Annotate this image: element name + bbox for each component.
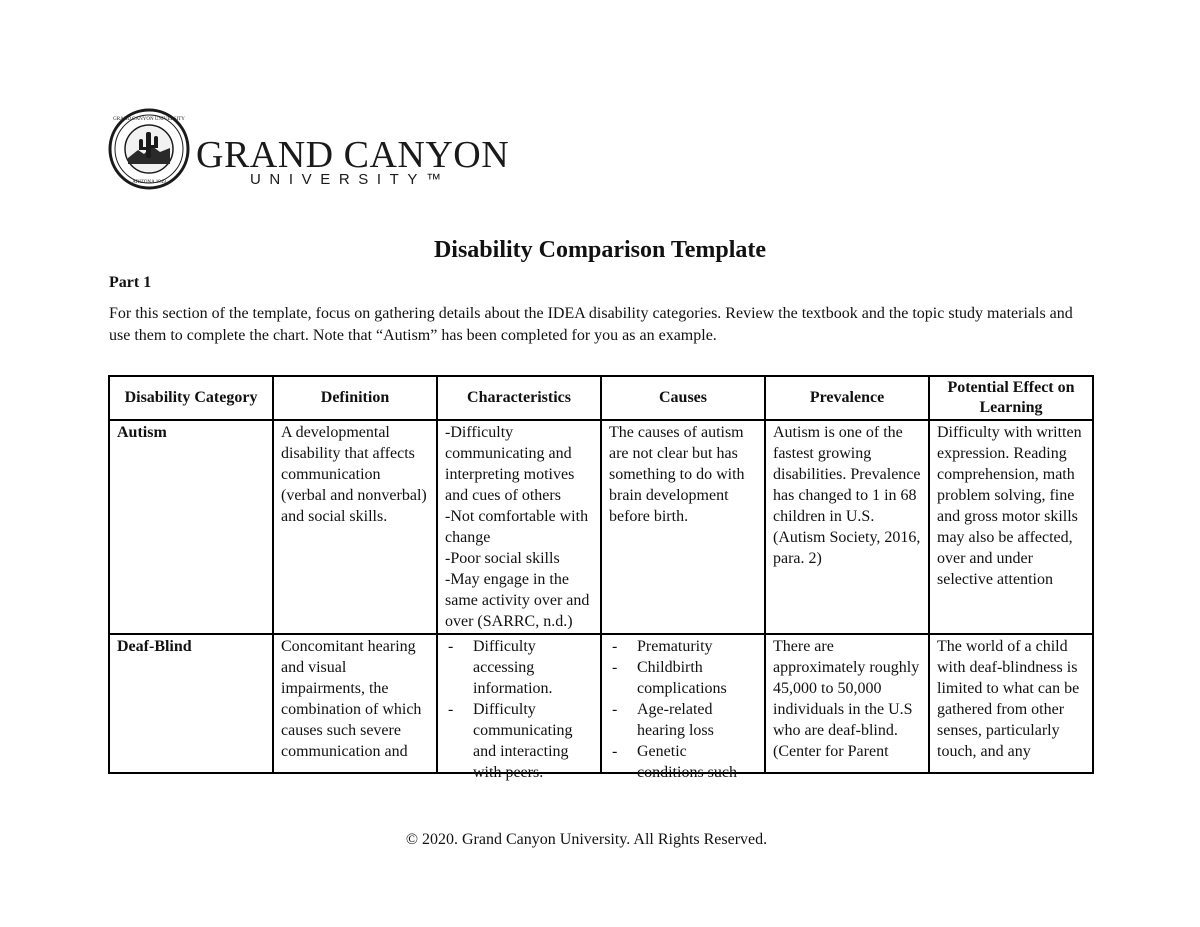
- effect-cell: Difficulty with written expression. Reading comprehension, math problem solving, fine and gross motor skills may also be affected, over and under selective attention: [929, 420, 1093, 634]
- category-cell: Deaf-Blind: [109, 634, 273, 773]
- instructions-paragraph: For this section of the template, focus on gathering details about the IDEA disability categories. Review the textbook and the topic study materials and use them to complete the chart. Note that “Autism” has been completed for you as an example.: [109, 305, 1073, 344]
- section-heading: Part 1: [109, 274, 152, 291]
- cause-item: - Childbirth complications: [609, 657, 757, 699]
- header-characteristics: Characteristics: [437, 376, 601, 420]
- characteristic-item: - Difficulty communicating and interacting with peers.: [445, 699, 593, 783]
- effect-cell: The world of a child with deaf-blindness is limited to what can be gathered from other senses, particularly touch, and any: [929, 634, 1093, 773]
- header-definition: Definition: [273, 376, 437, 420]
- cause-item: - Age-related hearing loss: [609, 699, 757, 741]
- causes-cell: [601, 634, 765, 781]
- copyright-footer: © 2020. Grand Canyon University. All Rights Reserved.: [405, 831, 768, 848]
- svg-text:GRAND CANYON UNIVERSITY: GRAND CANYON UNIVERSITY: [113, 117, 185, 122]
- cause-item: - Prematurity: [609, 636, 757, 657]
- characteristics-cell: [437, 634, 601, 781]
- characteristic-item: -May engage in the same activity over and over (SARRC, n.d.): [445, 571, 590, 630]
- table-row: [109, 634, 1093, 773]
- cause-item: - Genetic conditions such: [609, 741, 757, 783]
- definition-cell: Concomitant hearing and visual impairments, the combination of which causes such severe communication and: [273, 634, 437, 773]
- characteristic-item: - Difficulty accessing information.: [445, 636, 593, 699]
- prevalence-cell: There are approximately roughly 45,000 to 50,000 individuals in the U.S who are deaf-blind. (Center for Parent: [765, 634, 929, 773]
- characteristic-item: -Not comfortable with change: [445, 508, 589, 546]
- header-category: Disability Category: [109, 376, 273, 420]
- university-seal-icon: [108, 108, 190, 190]
- characteristic-item: -Difficulty communicating and interpreting motives and cues of others: [445, 424, 575, 504]
- header-causes: Causes: [601, 376, 765, 420]
- page-title: Disability Comparison Template: [433, 237, 767, 263]
- definition-cell: A developmental disability that affects communication (verbal and nonverbal) and social skills.: [273, 420, 437, 634]
- header-prevalence: Prevalence: [765, 376, 929, 420]
- causes-cell: The causes of autism are not clear but has something to do with brain development before birth.: [601, 420, 765, 634]
- header-effect: Potential Effect on Learning: [929, 376, 1093, 420]
- logo-wordmark: GRAND CANYON: [196, 134, 510, 176]
- logo-subtitle: UNIVERSITY™: [250, 171, 450, 188]
- characteristic-item: -Poor social skills: [445, 550, 560, 567]
- table-row: [109, 420, 1093, 634]
- category-cell: Autism: [109, 420, 273, 634]
- comparison-table: [108, 375, 1094, 781]
- university-logo: [108, 108, 510, 194]
- svg-text:ARIZONA 1949: ARIZONA 1949: [132, 180, 166, 185]
- table-header-row: [109, 376, 1093, 420]
- characteristics-cell: [437, 420, 601, 634]
- prevalence-cell: Autism is one of the fastest growing disabilities. Prevalence has changed to 1 in 68 children in U.S. (Autism Society, 2016, para. 2): [765, 420, 929, 634]
